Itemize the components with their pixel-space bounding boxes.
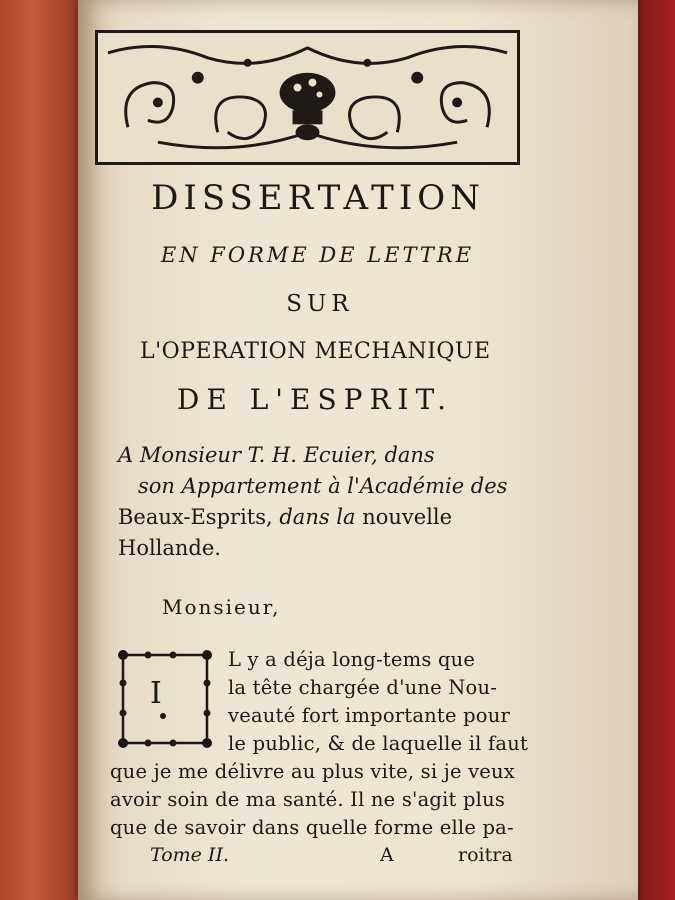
fleuron-border-icon: [113, 645, 217, 751]
address-line-4: Hollande.: [118, 536, 221, 560]
salutation: Monsieur,: [162, 595, 281, 619]
title-sur: SUR: [286, 291, 354, 317]
body-line: avoir soin de ma santé. Il ne s'agit plus: [110, 788, 506, 811]
body-line: que de savoir dans quelle forme elle pa-: [110, 816, 514, 839]
floral-scroll-icon: [98, 33, 517, 162]
catchword: roitra: [458, 844, 513, 866]
title-esprit: DE L'ESPRIT.: [176, 383, 454, 416]
body-line: veauté fort importante pour: [228, 704, 510, 727]
headpiece-ornament: [95, 30, 520, 165]
address-line-3: [118, 505, 452, 529]
body-line: L y a déja long-tems que: [228, 648, 476, 671]
body-line: le public, & de laquelle il faut: [228, 732, 529, 755]
body-line: la tête chargée d'une Nou-: [228, 676, 498, 699]
address-line-1: A Monsieur T. H. Ecuier, dans: [118, 443, 435, 467]
title-subtitle: EN FORME DE LETTRE: [160, 243, 475, 267]
dropcap-dot: [160, 713, 166, 719]
title-operation: L'OPERATION MECHANIQUE: [140, 339, 491, 364]
dropcap-ornament: [113, 645, 217, 751]
dropcap-letter: I: [150, 676, 162, 711]
signature-mark: A: [380, 844, 394, 866]
title-main: DISSERTATION: [151, 178, 485, 218]
volume-label: Tome II.: [150, 844, 229, 866]
address-line-3-a: Beaux-Esprits,: [118, 505, 273, 529]
address-line-3-c: nouvelle: [362, 505, 453, 529]
address-line-3-b: dans la: [279, 505, 356, 529]
body-line: que je me délivre au plus vite, si je veux: [110, 760, 515, 783]
address-line-2: son Appartement à l'Académie des: [138, 474, 508, 498]
